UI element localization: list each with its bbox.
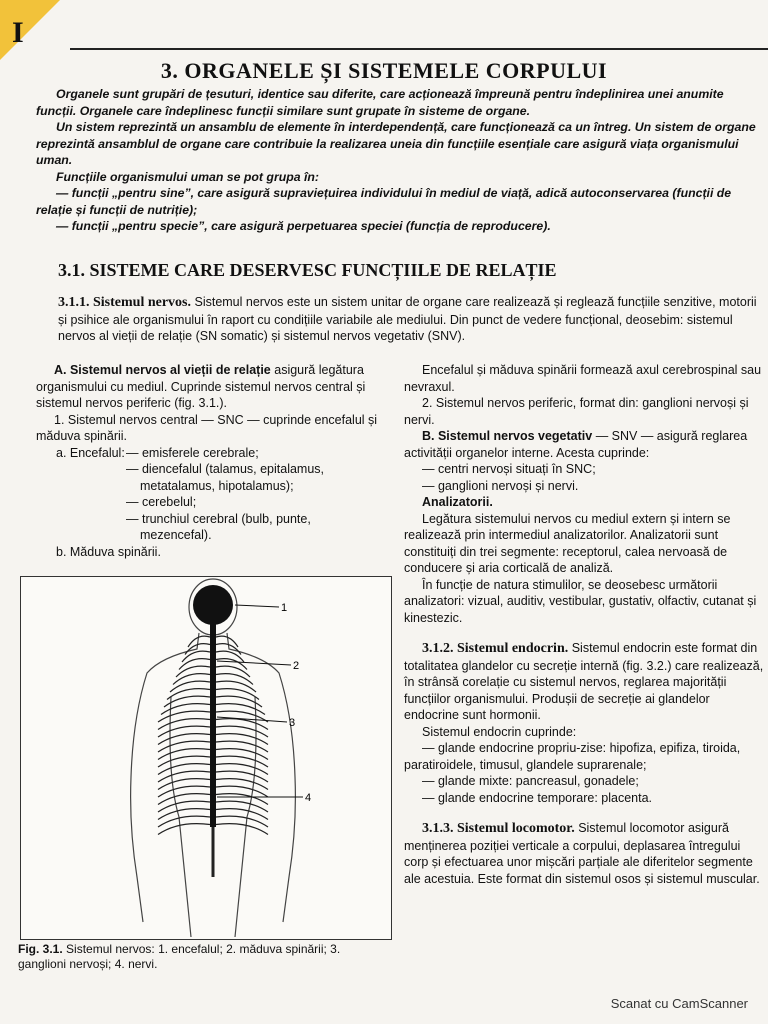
nerve-branch (216, 704, 265, 715)
intro-paragraph: — funcții „pentru specie”, care asigură perpetuarea speciei (funcția de reproducere). (56, 219, 551, 233)
nerve-branch (158, 786, 210, 797)
brain (193, 585, 233, 625)
b-heading: B. Sistemul nervos vegetativ (422, 429, 593, 443)
nerve-branch (216, 734, 268, 745)
nerve-branch (161, 704, 210, 715)
a-heading: A. Sistemul nervos al vieții de relație (54, 363, 271, 377)
paragraph: Encefalul și măduva spinării formează axul cerebrospinal sau nevraxul. (404, 363, 762, 394)
subsection-text: Sistemul locomotor asigură menținerea poziției verticale a corpului, deplasarea întregului corp și efectuarea unor mișcări parțiale ale diferitelor segmente ale acestuia. Este format din sistemul osos și sistemul muscular. (404, 821, 760, 886)
figure-nervous-system (20, 576, 392, 940)
figure-label-4: 4 (305, 792, 312, 804)
list-item: — trunchiul cerebral (bulb, punte, (126, 511, 311, 526)
list-item: mezencefal). (140, 528, 212, 542)
intro-text (36, 86, 762, 235)
encefal-list (36, 445, 396, 544)
nerve-branch (216, 764, 268, 775)
nerve-branch (216, 779, 268, 790)
chapter-title: 3. ORGANELE ȘI SISTEMELE CORPULUI (160, 58, 608, 83)
intro-paragraph: Funcțiile organismului uman se pot grupa în: (56, 169, 320, 184)
nervous-system-illustration (21, 577, 391, 939)
chapter-marker: I (12, 16, 24, 49)
list-item: — glande endocrine propriu-zise: hipofiza, epifiza, tiroida, paratiroidele, timusul, glandele suprarenale; (404, 741, 741, 772)
nerve-branch (167, 689, 210, 700)
paragraph: Legătura sistemului nervos cu mediul extern și intern se realizează prin intermediul analizatorilor. Analizatorii sunt constituiți din trei segmente: receptorul, calea nervoasă de conducere și aria corticală de analiză. (404, 511, 731, 575)
nerve-branch (216, 771, 268, 782)
subsection-heading: 3.1.3. Sistemul locomotor. (422, 821, 575, 836)
list-item: — cerebelul; (126, 495, 197, 509)
nerve-branch (158, 764, 210, 775)
list-item: — glande mixte: pancreasul, gonadele; (422, 774, 639, 788)
nerve-branch (158, 801, 210, 812)
intro-paragraph: Organele sunt grupări de țesuturi, identice sau diferite, care acționează împreună pentru îndeplinirea unei anumite funcții. Organele care îndeplinesc funcții similare sunt grupate în sisteme de organe. (36, 87, 724, 118)
nerve-branch (216, 786, 268, 797)
subsection-text: Sistemul endocrin este format din totalitatea glandelor cu secreție internă (fig. 3.2.) care realizează, în strânsă corelație cu sistemul nervos, reglarea majorității funcțiilor organismului. Produșii de secreție ai glandelor endocrine sunt hormonii. (404, 641, 764, 722)
nerve-branch (158, 809, 210, 820)
nerve-branch (216, 809, 268, 820)
item-b: b. Măduva spinării. (56, 544, 161, 559)
section-312 (404, 640, 764, 806)
list-item: — diencefalul (talamus, epitalamus, (126, 462, 325, 476)
nerve-branch (216, 726, 268, 737)
left-column (36, 362, 396, 560)
nerve-branch (158, 794, 210, 805)
nerve-branch (216, 801, 268, 812)
header-rule (70, 48, 768, 50)
nerve-branch (158, 711, 210, 722)
nerve-branch (216, 741, 268, 752)
figure-caption (18, 942, 388, 972)
list-item: — glande endocrine temporare: placenta. (422, 790, 653, 805)
nerve-branch (216, 816, 268, 827)
list-item: metatalamus, hipotalamus); (140, 478, 294, 493)
list-item: — emisferele cerebrale; (126, 445, 259, 460)
intro-paragraph: Un sistem reprezintă un ansamblu de elemente în interdependență, care funcționează ca un întreg. Un sistem de organe reprezintă ansamblul de organe care contribuie la realizarea uneia din funcțiile esențiale care asigură viața organismului uman. (36, 120, 756, 167)
nerve-branch (216, 824, 268, 835)
nerve-branch (216, 689, 259, 700)
caption-label: Fig. 3.1. (18, 942, 63, 956)
nerve-branch (216, 681, 256, 692)
subsection-heading: 3.1.2. Sistemul endocrin. (422, 641, 569, 656)
paragraph: În funcție de natura stimulilor, se deosebesc următorii analizatori: vizual, auditiv, vestibular, gustativ, olfactiv, cutanat și kinestezic. (404, 577, 757, 625)
paragraph: 2. Sistemul nervos periferic, format din: ganglioni nervoși și nervi. (404, 396, 749, 427)
section-311 (58, 294, 762, 345)
label-lines (217, 605, 303, 797)
nerve-branch (158, 824, 210, 835)
figure-label-3: 3 (289, 717, 296, 729)
nerve-branch (158, 726, 210, 737)
paragraph: Sistemul endocrin cuprinde: (422, 724, 577, 739)
nerve-branch (216, 794, 268, 805)
list-item: — centri nervoși situați în SNC; (422, 462, 596, 476)
corner-tab (0, 0, 60, 60)
b-text: — SNV — asigură reglarea activității organelor interne. Acesta cuprinde: (404, 429, 748, 460)
subsection-heading: 3.1.1. Sistemul nervos. (58, 295, 191, 310)
a-text: asigură legătura organismului cu mediul. Cuprinde sistemul nervos central și sistemul nervos periferic (fig. 3.1.). (36, 363, 366, 410)
right-column (404, 362, 764, 887)
caption-text: Sistemul nervos: 1. encefalul; 2. măduva spinării; 3. ganglioni nervoși; 4. nervi. (18, 942, 341, 971)
nerve-branch (158, 734, 210, 745)
section-heading: 3.1. SISTEME CARE DESERVESC FUNCȚIILE DE RELAȚIE (58, 260, 557, 280)
nerve-branch (158, 816, 210, 827)
section-313 (404, 820, 764, 887)
nerve-branch (158, 741, 210, 752)
figure-label-1: 1 (281, 602, 288, 614)
nerve-branch (216, 756, 268, 767)
encefal-label: a. Encefalul: (56, 445, 125, 460)
analyzers-heading: Analizatorii. (422, 495, 493, 509)
nerve-branch (158, 771, 210, 782)
subsection-text: Sistemul nervos este un sistem unitar de organe care realizează și reglează funcțiile senzitive, motorii și psihice ale organismului în raport cu condițiile variabile ale mediului. Din punct de vedere funcțional, deosebim: sistemul nervos al vieții de relație (SN somatic) și sistemul nervos vegetativ (SNV). (58, 295, 757, 343)
nerve-branch (158, 779, 210, 790)
nerve-branch (158, 756, 210, 767)
list-item: — ganglioni nervoși și nervi. (422, 478, 579, 493)
scanner-watermark: Scanat cu CamScanner (610, 996, 748, 1011)
figure-label-2: 2 (293, 660, 300, 672)
item-1: 1. Sistemul nervos central — SNC — cuprinde encefalul și măduva spinării. (36, 412, 378, 443)
intro-paragraph: — funcții „pentru sine”, care asigură supraviețuirea individului în mediul de viață, adică autoconservarea (funcții de relație și funcții de nutriție); (36, 186, 732, 217)
nerve-branch (158, 719, 210, 730)
nerve-branch (170, 681, 210, 692)
nerve-branch (158, 749, 210, 760)
nerve-branch (216, 749, 268, 760)
